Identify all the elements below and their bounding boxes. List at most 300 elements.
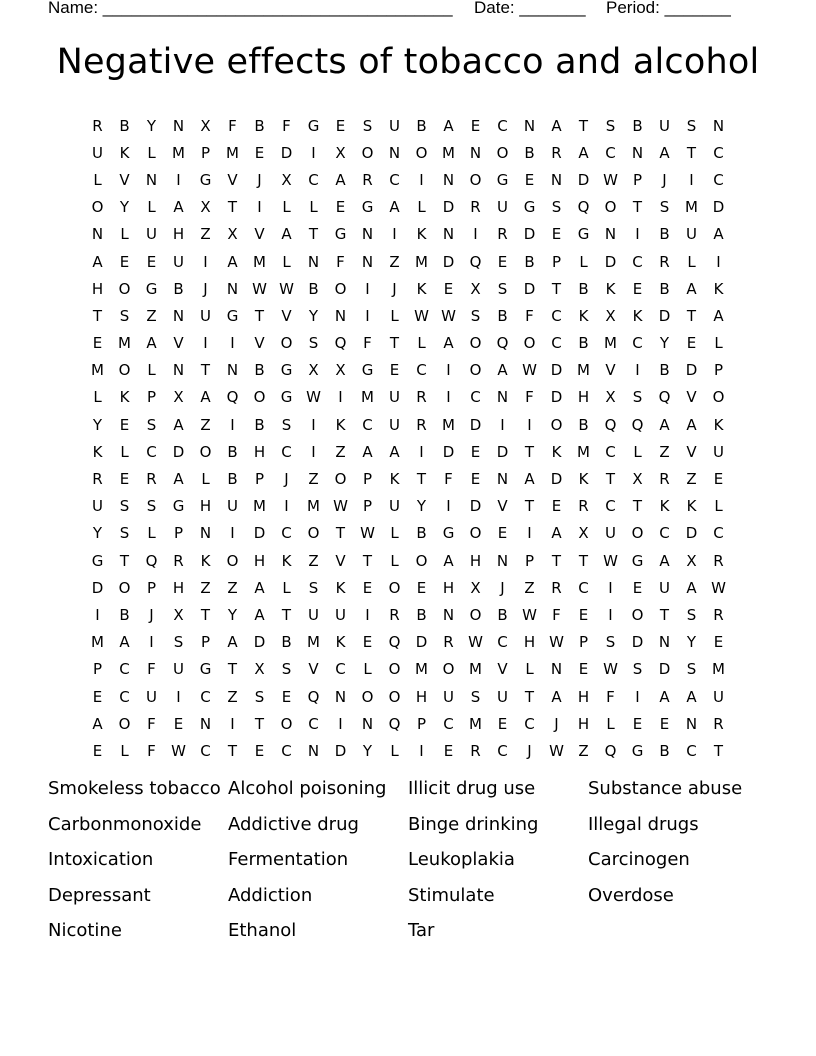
grid-letter[interactable]: N [334,687,347,706]
grid-letter[interactable]: I [176,170,181,189]
grid-letter[interactable]: R [713,714,724,733]
grid-letter[interactable]: K [713,415,724,434]
grid-letter[interactable]: C [470,388,481,407]
grid-letter[interactable]: N [442,225,455,244]
grid-letter[interactable]: D [685,361,698,380]
grid-letter[interactable]: H [577,687,590,706]
grid-letter[interactable]: N [685,714,698,733]
grid-letter[interactable]: F [552,605,561,624]
grid-letter[interactable]: K [578,470,589,489]
grid-letter[interactable]: L [282,252,291,271]
grid-letter[interactable]: G [226,306,239,325]
grid-letter[interactable]: W [603,170,618,189]
grid-letter[interactable]: N [199,714,212,733]
grid-letter[interactable]: C [119,687,130,706]
grid-letter[interactable]: A [686,578,697,597]
grid-letter[interactable]: P [173,524,184,543]
grid-letter[interactable]: O [388,578,401,597]
grid-letter[interactable]: V [173,334,184,353]
grid-letter[interactable]: W [252,279,267,298]
grid-letter[interactable]: K [119,388,130,407]
grid-letter[interactable]: I [365,306,370,325]
grid-letter[interactable]: T [416,470,427,489]
grid-letter[interactable]: S [308,334,319,353]
grid-letter[interactable]: O [388,660,401,679]
grid-letter[interactable]: E [92,334,103,353]
grid-letter[interactable]: L [147,361,156,380]
grid-letter[interactable]: O [334,279,347,298]
grid-letter[interactable]: S [605,633,616,652]
grid-letter[interactable]: O [361,143,374,162]
grid-letter[interactable]: S [281,660,292,679]
grid-letter[interactable]: H [415,687,428,706]
grid-letter[interactable]: B [254,415,265,434]
grid-letter[interactable]: N [361,225,374,244]
grid-letter[interactable]: P [146,578,157,597]
grid-letter[interactable]: A [362,442,373,461]
grid-letter[interactable]: C [713,143,724,162]
grid-letter[interactable]: A [443,551,454,570]
grid-letter[interactable]: A [389,198,400,217]
grid-letter[interactable]: K [92,442,103,461]
grid-letter[interactable]: S [686,660,697,679]
grid-letter[interactable]: P [146,388,157,407]
grid-letter[interactable]: J [203,279,208,298]
grid-letter[interactable]: I [446,497,451,516]
grid-letter[interactable]: R [362,170,373,189]
grid-letter[interactable]: E [713,470,724,489]
grid-letter[interactable]: Z [146,306,157,325]
grid-letter[interactable]: O [280,334,293,353]
grid-letter[interactable]: N [361,252,374,271]
grid-letter[interactable]: D [469,415,482,434]
grid-letter[interactable]: O [415,143,428,162]
grid-letter[interactable]: I [365,605,370,624]
grid-letter[interactable]: I [338,388,343,407]
grid-letter[interactable]: Y [416,497,427,516]
grid-letter[interactable]: E [335,198,346,217]
grid-letter[interactable]: I [473,225,478,244]
grid-letter[interactable]: G [523,198,536,217]
period-field[interactable]: Period: _______ [606,0,731,17]
grid-letter[interactable]: U [389,116,400,135]
grid-letter[interactable]: L [390,306,399,325]
grid-letter[interactable]: B [416,116,427,135]
grid-letter[interactable]: L [714,334,723,353]
grid-letter[interactable]: T [524,497,535,516]
grid-letter[interactable]: D [253,633,266,652]
grid-letter[interactable]: T [119,551,130,570]
grid-letter[interactable]: I [365,279,370,298]
grid-letter[interactable]: S [362,116,373,135]
grid-letter[interactable]: H [577,714,590,733]
grid-letter[interactable]: W [549,633,564,652]
grid-letter[interactable]: T [605,470,616,489]
grid-letter[interactable]: X [578,524,589,543]
grid-letter[interactable]: U [227,497,238,516]
grid-letter[interactable]: O [469,170,482,189]
grid-letter[interactable]: B [227,470,238,489]
grid-letter[interactable]: B [497,306,508,325]
grid-letter[interactable]: I [716,252,721,271]
grid-letter[interactable]: G [361,198,374,217]
grid-letter[interactable]: K [416,225,427,244]
grid-letter[interactable]: S [632,388,643,407]
grid-letter[interactable]: Y [227,605,238,624]
grid-letter[interactable]: C [389,170,400,189]
grid-letter[interactable]: T [200,605,211,624]
grid-letter[interactable]: A [200,388,211,407]
grid-letter[interactable]: Z [389,252,400,271]
grid-letter[interactable]: K [389,470,400,489]
grid-letter[interactable]: Y [686,633,697,652]
grid-letter[interactable]: D [334,741,347,760]
grid-letter[interactable]: L [417,198,426,217]
grid-letter[interactable]: B [119,605,130,624]
grid-letter[interactable]: Y [362,741,373,760]
grid-letter[interactable]: K [578,306,589,325]
grid-letter[interactable]: T [659,605,670,624]
date-field[interactable]: Date: _______ [474,0,586,17]
grid-letter[interactable]: F [525,388,534,407]
grid-letter[interactable]: C [713,170,724,189]
grid-letter[interactable]: P [578,633,589,652]
grid-letter[interactable]: D [280,143,293,162]
grid-letter[interactable]: U [92,143,103,162]
grid-letter[interactable]: I [392,225,397,244]
grid-letter[interactable]: I [419,442,424,461]
grid-letter[interactable]: B [254,116,265,135]
grid-letter[interactable]: U [659,116,670,135]
grid-letter[interactable]: A [443,334,454,353]
grid-letter[interactable]: L [714,497,723,516]
grid-letter[interactable]: S [308,578,319,597]
grid-letter[interactable]: K [281,551,292,570]
grid-letter[interactable]: R [578,497,589,516]
grid-letter[interactable]: N [496,551,509,570]
grid-letter[interactable]: F [444,470,453,489]
grid-letter[interactable]: H [172,578,185,597]
grid-letter[interactable]: R [470,198,481,217]
grid-letter[interactable]: M [577,361,590,380]
grid-letter[interactable]: Q [496,334,509,353]
grid-letter[interactable]: T [578,116,589,135]
grid-letter[interactable]: P [200,143,211,162]
grid-letter[interactable]: X [200,198,211,217]
grid-letter[interactable]: P [362,497,373,516]
grid-letter[interactable]: Q [469,252,482,271]
grid-letter[interactable]: U [335,605,346,624]
grid-letter[interactable]: W [279,279,294,298]
grid-letter[interactable]: D [442,252,455,271]
grid-letter[interactable]: O [118,361,131,380]
grid-letter[interactable]: P [200,633,211,652]
grid-letter[interactable]: P [254,470,265,489]
grid-letter[interactable]: I [338,714,343,733]
grid-letter[interactable]: N [550,170,563,189]
grid-letter[interactable]: N [631,143,644,162]
grid-letter[interactable]: M [442,143,455,162]
grid-letter[interactable]: B [173,279,184,298]
grid-letter[interactable]: B [659,361,670,380]
grid-letter[interactable]: K [416,279,427,298]
grid-letter[interactable]: M [442,415,455,434]
grid-letter[interactable]: Q [334,334,347,353]
grid-letter[interactable]: A [227,633,238,652]
grid-letter[interactable]: O [280,714,293,733]
grid-letter[interactable]: U [146,225,157,244]
grid-letter[interactable]: M [604,334,617,353]
grid-letter[interactable]: M [415,252,428,271]
grid-letter[interactable]: K [335,578,346,597]
grid-letter[interactable]: T [632,198,643,217]
grid-letter[interactable]: U [497,687,508,706]
grid-letter[interactable]: F [282,116,291,135]
grid-letter[interactable]: E [443,741,454,760]
grid-letter[interactable]: Q [604,741,617,760]
grid-letter[interactable]: E [146,252,157,271]
grid-letter[interactable]: X [173,605,184,624]
grid-letter[interactable]: C [686,741,697,760]
grid-letter[interactable]: O [469,605,482,624]
grid-letter[interactable]: I [689,170,694,189]
grid-letter[interactable]: I [230,415,235,434]
grid-letter[interactable]: D [712,198,725,217]
grid-letter[interactable]: W [549,741,564,760]
grid-letter[interactable]: N [226,279,239,298]
grid-letter[interactable]: R [659,252,670,271]
grid-letter[interactable]: V [281,306,292,325]
grid-letter[interactable]: X [227,225,238,244]
grid-letter[interactable]: E [254,741,265,760]
grid-letter[interactable]: D [172,442,185,461]
grid-letter[interactable]: N [523,116,536,135]
grid-letter[interactable]: K [605,279,616,298]
grid-letter[interactable]: S [146,497,157,516]
grid-letter[interactable]: T [632,497,643,516]
grid-letter[interactable]: I [446,361,451,380]
grid-letter[interactable]: R [92,470,103,489]
grid-letter[interactable]: N [658,633,671,652]
grid-letter[interactable]: Z [200,415,211,434]
grid-letter[interactable]: R [551,143,562,162]
grid-letter[interactable]: O [442,660,455,679]
grid-letter[interactable]: C [605,143,616,162]
grid-letter[interactable]: B [659,279,670,298]
grid-letter[interactable]: A [686,279,697,298]
grid-letter[interactable]: O [469,361,482,380]
grid-letter[interactable]: Y [92,524,103,543]
grid-letter[interactable]: J [257,170,262,189]
grid-letter[interactable]: I [608,578,613,597]
grid-letter[interactable]: E [659,714,670,733]
grid-letter[interactable]: D [631,633,644,652]
grid-letter[interactable]: E [443,279,454,298]
grid-letter[interactable]: X [335,143,346,162]
grid-letter[interactable]: R [173,551,184,570]
grid-letter[interactable]: L [363,660,372,679]
grid-letter[interactable]: T [227,660,238,679]
grid-letter[interactable]: A [119,633,130,652]
grid-letter[interactable]: M [253,252,266,271]
grid-letter[interactable]: I [176,687,181,706]
grid-letter[interactable]: D [685,524,698,543]
grid-letter[interactable]: C [605,442,616,461]
grid-letter[interactable]: G [145,279,158,298]
grid-letter[interactable]: O [307,524,320,543]
grid-letter[interactable]: T [227,741,238,760]
grid-letter[interactable]: L [633,442,642,461]
grid-letter[interactable]: X [335,361,346,380]
grid-letter[interactable]: P [92,660,103,679]
grid-letter[interactable]: H [577,388,590,407]
grid-letter[interactable]: Y [308,306,319,325]
grid-letter[interactable]: V [254,225,265,244]
grid-letter[interactable]: U [389,415,400,434]
grid-letter[interactable]: E [578,660,589,679]
grid-letter[interactable]: T [686,143,697,162]
grid-letter[interactable]: S [551,198,562,217]
grid-letter[interactable]: F [147,660,156,679]
grid-letter[interactable]: A [443,116,454,135]
grid-letter[interactable]: B [281,633,292,652]
grid-letter[interactable]: O [361,687,374,706]
grid-letter[interactable]: D [523,225,536,244]
grid-letter[interactable]: H [253,551,266,570]
grid-letter[interactable]: C [281,741,292,760]
grid-letter[interactable]: Z [659,442,670,461]
grid-letter[interactable]: G [334,225,347,244]
grid-letter[interactable]: L [417,334,426,353]
grid-letter[interactable]: W [360,524,375,543]
grid-letter[interactable]: C [119,660,130,679]
grid-letter[interactable]: N [604,225,617,244]
grid-letter[interactable]: V [686,442,697,461]
grid-letter[interactable]: A [551,524,562,543]
grid-letter[interactable]: V [227,170,238,189]
grid-letter[interactable]: T [524,687,535,706]
grid-letter[interactable]: X [632,470,643,489]
grid-letter[interactable]: H [199,497,212,516]
grid-letter[interactable]: C [200,687,211,706]
grid-letter[interactable]: I [635,225,640,244]
grid-letter[interactable]: H [91,279,104,298]
grid-letter[interactable]: L [120,442,129,461]
grid-letter[interactable]: W [522,361,537,380]
grid-letter[interactable]: M [361,388,374,407]
grid-letter[interactable]: M [712,660,725,679]
grid-letter[interactable]: A [713,306,724,325]
grid-letter[interactable]: C [146,442,157,461]
grid-letter[interactable]: Y [119,198,130,217]
grid-letter[interactable]: C [308,714,319,733]
grid-letter[interactable]: K [335,415,346,434]
grid-letter[interactable]: S [119,497,130,516]
grid-letter[interactable]: Q [658,388,671,407]
grid-letter[interactable]: R [416,388,427,407]
grid-letter[interactable]: W [306,388,321,407]
grid-letter[interactable]: J [500,578,505,597]
grid-letter[interactable]: R [146,470,157,489]
grid-letter[interactable]: R [659,470,670,489]
grid-letter[interactable]: C [281,524,292,543]
grid-letter[interactable]: I [149,633,154,652]
grid-letter[interactable]: D [604,252,617,271]
grid-letter[interactable]: B [524,252,535,271]
grid-letter[interactable]: T [578,551,589,570]
grid-letter[interactable]: E [551,225,562,244]
grid-letter[interactable]: G [280,388,293,407]
grid-letter[interactable]: J [527,741,532,760]
grid-letter[interactable]: D [658,660,671,679]
grid-letter[interactable]: L [687,252,696,271]
grid-letter[interactable]: V [686,388,697,407]
grid-letter[interactable]: W [414,306,429,325]
grid-letter[interactable]: L [93,388,102,407]
grid-letter[interactable]: W [603,551,618,570]
grid-letter[interactable]: V [497,660,508,679]
grid-letter[interactable]: X [470,279,481,298]
grid-letter[interactable]: U [92,497,103,516]
grid-letter[interactable]: S [470,306,481,325]
grid-letter[interactable]: T [227,198,238,217]
grid-letter[interactable]: O [469,334,482,353]
grid-letter[interactable]: X [605,306,616,325]
grid-letter[interactable]: D [442,198,455,217]
grid-letter[interactable]: A [173,415,184,434]
grid-letter[interactable]: M [307,633,320,652]
grid-letter[interactable]: R [389,605,400,624]
grid-letter[interactable]: N [361,714,374,733]
grid-letter[interactable]: L [120,741,129,760]
grid-letter[interactable]: F [363,334,372,353]
grid-letter[interactable]: Z [200,225,211,244]
grid-letter[interactable]: I [311,415,316,434]
grid-letter[interactable]: N [442,605,455,624]
grid-letter[interactable]: I [419,741,424,760]
grid-letter[interactable]: U [200,306,211,325]
grid-letter[interactable]: O [118,578,131,597]
grid-letter[interactable]: O [415,551,428,570]
grid-letter[interactable]: L [201,470,210,489]
grid-letter[interactable]: M [415,660,428,679]
grid-letter[interactable]: O [91,198,104,217]
grid-letter[interactable]: O [496,143,509,162]
grid-letter[interactable]: I [527,524,532,543]
grid-letter[interactable]: N [496,388,509,407]
grid-letter[interactable]: M [118,334,131,353]
grid-letter[interactable]: C [200,741,211,760]
grid-letter[interactable]: N [307,741,320,760]
grid-letter[interactable]: K [632,306,643,325]
grid-letter[interactable]: F [525,306,534,325]
grid-letter[interactable]: Z [578,741,589,760]
grid-letter[interactable]: U [443,687,454,706]
grid-letter[interactable]: G [631,551,644,570]
grid-letter[interactable]: L [309,198,318,217]
grid-letter[interactable]: O [118,279,131,298]
grid-letter[interactable]: Z [335,442,346,461]
grid-letter[interactable]: E [362,633,373,652]
grid-letter[interactable]: L [525,660,534,679]
grid-letter[interactable]: L [282,578,291,597]
grid-letter[interactable]: D [442,442,455,461]
grid-letter[interactable]: B [416,605,427,624]
grid-letter[interactable]: I [203,334,208,353]
grid-letter[interactable]: A [497,361,508,380]
grid-letter[interactable]: U [308,605,319,624]
grid-letter[interactable]: U [659,578,670,597]
